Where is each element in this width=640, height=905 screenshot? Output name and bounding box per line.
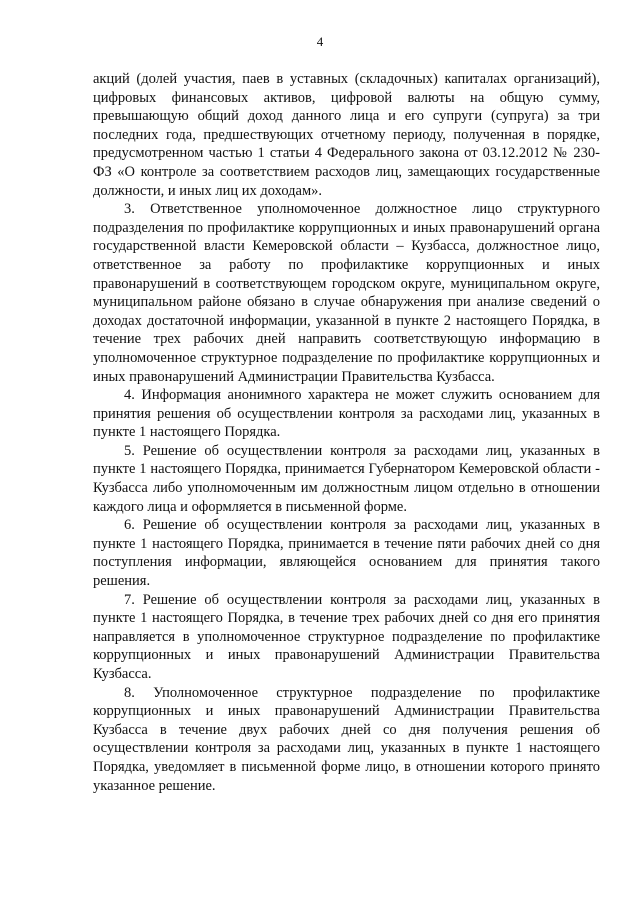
document-body — [93, 70, 600, 795]
paragraph-item-5: 5. Решение об осуществлении контроля за расходами лиц, указанных в пункте 1 настоящего Порядка, принимается Губернатором Кемеровской области - Кузбасса либо уполномоченным им должностным лицом отдельно в отношении каждого лица и оформляется в письменной форме. — [93, 442, 600, 515]
paragraph-item-6: 6. Решение об осуществлении контроля за расходами лиц, указанных в пункте 1 настоящего Порядка, принимается в течение пяти рабочих дней со дня поступления информации, являющейся основанием для принятия такого решения. — [93, 517, 600, 590]
paragraph-item-3: 3. Ответственное уполномоченное должностное лицо структурного подразделения по профилактике коррупционных и иных правонарушений органа государственной власти Кемеровской области – Кузбасса, должностное лицо, ответственное за работу по профилактике коррупционных и иных правонарушений в соответствующем городском округе, муниципальном округе, муниципальном районе обязано в случае обнаружения при анализе сведений о доходах достаточной информации, указанной в пункте 2 настоящего Порядка, в течение трех рабочих дней направить соответствующую информацию в уполномоченное структурное подразделение по профилактике коррупционных и иных правонарушений Администрации Правительства Кузбасса. — [93, 201, 600, 385]
paragraph-continuation: акций (долей участия, паев в уставных (складочных) капиталах организаций), цифровых финансовых активов, цифровой валюты на общую сумму, превышающую общий доход данного лица и его супруги (супруга) за три последних года, предшествующих отчетному периоду, полученная в порядке, предусмотренном частью 1 статьи 4 Федерального закона от 03.12.2012 № 230-ФЗ «О контроле за соответствием расходов лиц, замещающих государственные должности, и иных лиц их доходам». — [93, 71, 600, 199]
paragraph-item-8: 8. Уполномоченное структурное подразделение по профилактике коррупционных и иных правонарушений Администрации Правительства Кузбасса в течение двух рабочих дней со дня получения решения об осуществлении контроля за расходами лиц, указанных в пункте 1 настоящего Порядка, уведомляет в письменной форме лицо, в отношении которого принято указанное решение. — [93, 684, 600, 794]
paragraph-item-4: 4. Информация анонимного характера не может служить основанием для принятия решения об осуществлении контроля за расходами лиц, указанных в пункте 1 настоящего Порядка. — [93, 387, 600, 441]
page-number: 4 — [316, 34, 324, 49]
paragraph-item-7: 7. Решение об осуществлении контроля за расходами лиц, указанных в пункте 1 настоящего Порядка, в течение трех рабочих дней со дня его принятия направляется в уполномоченное структурное подразделение по профилактике коррупционных и иных правонарушений Администрации Правительства Кузбасса. — [93, 591, 600, 682]
